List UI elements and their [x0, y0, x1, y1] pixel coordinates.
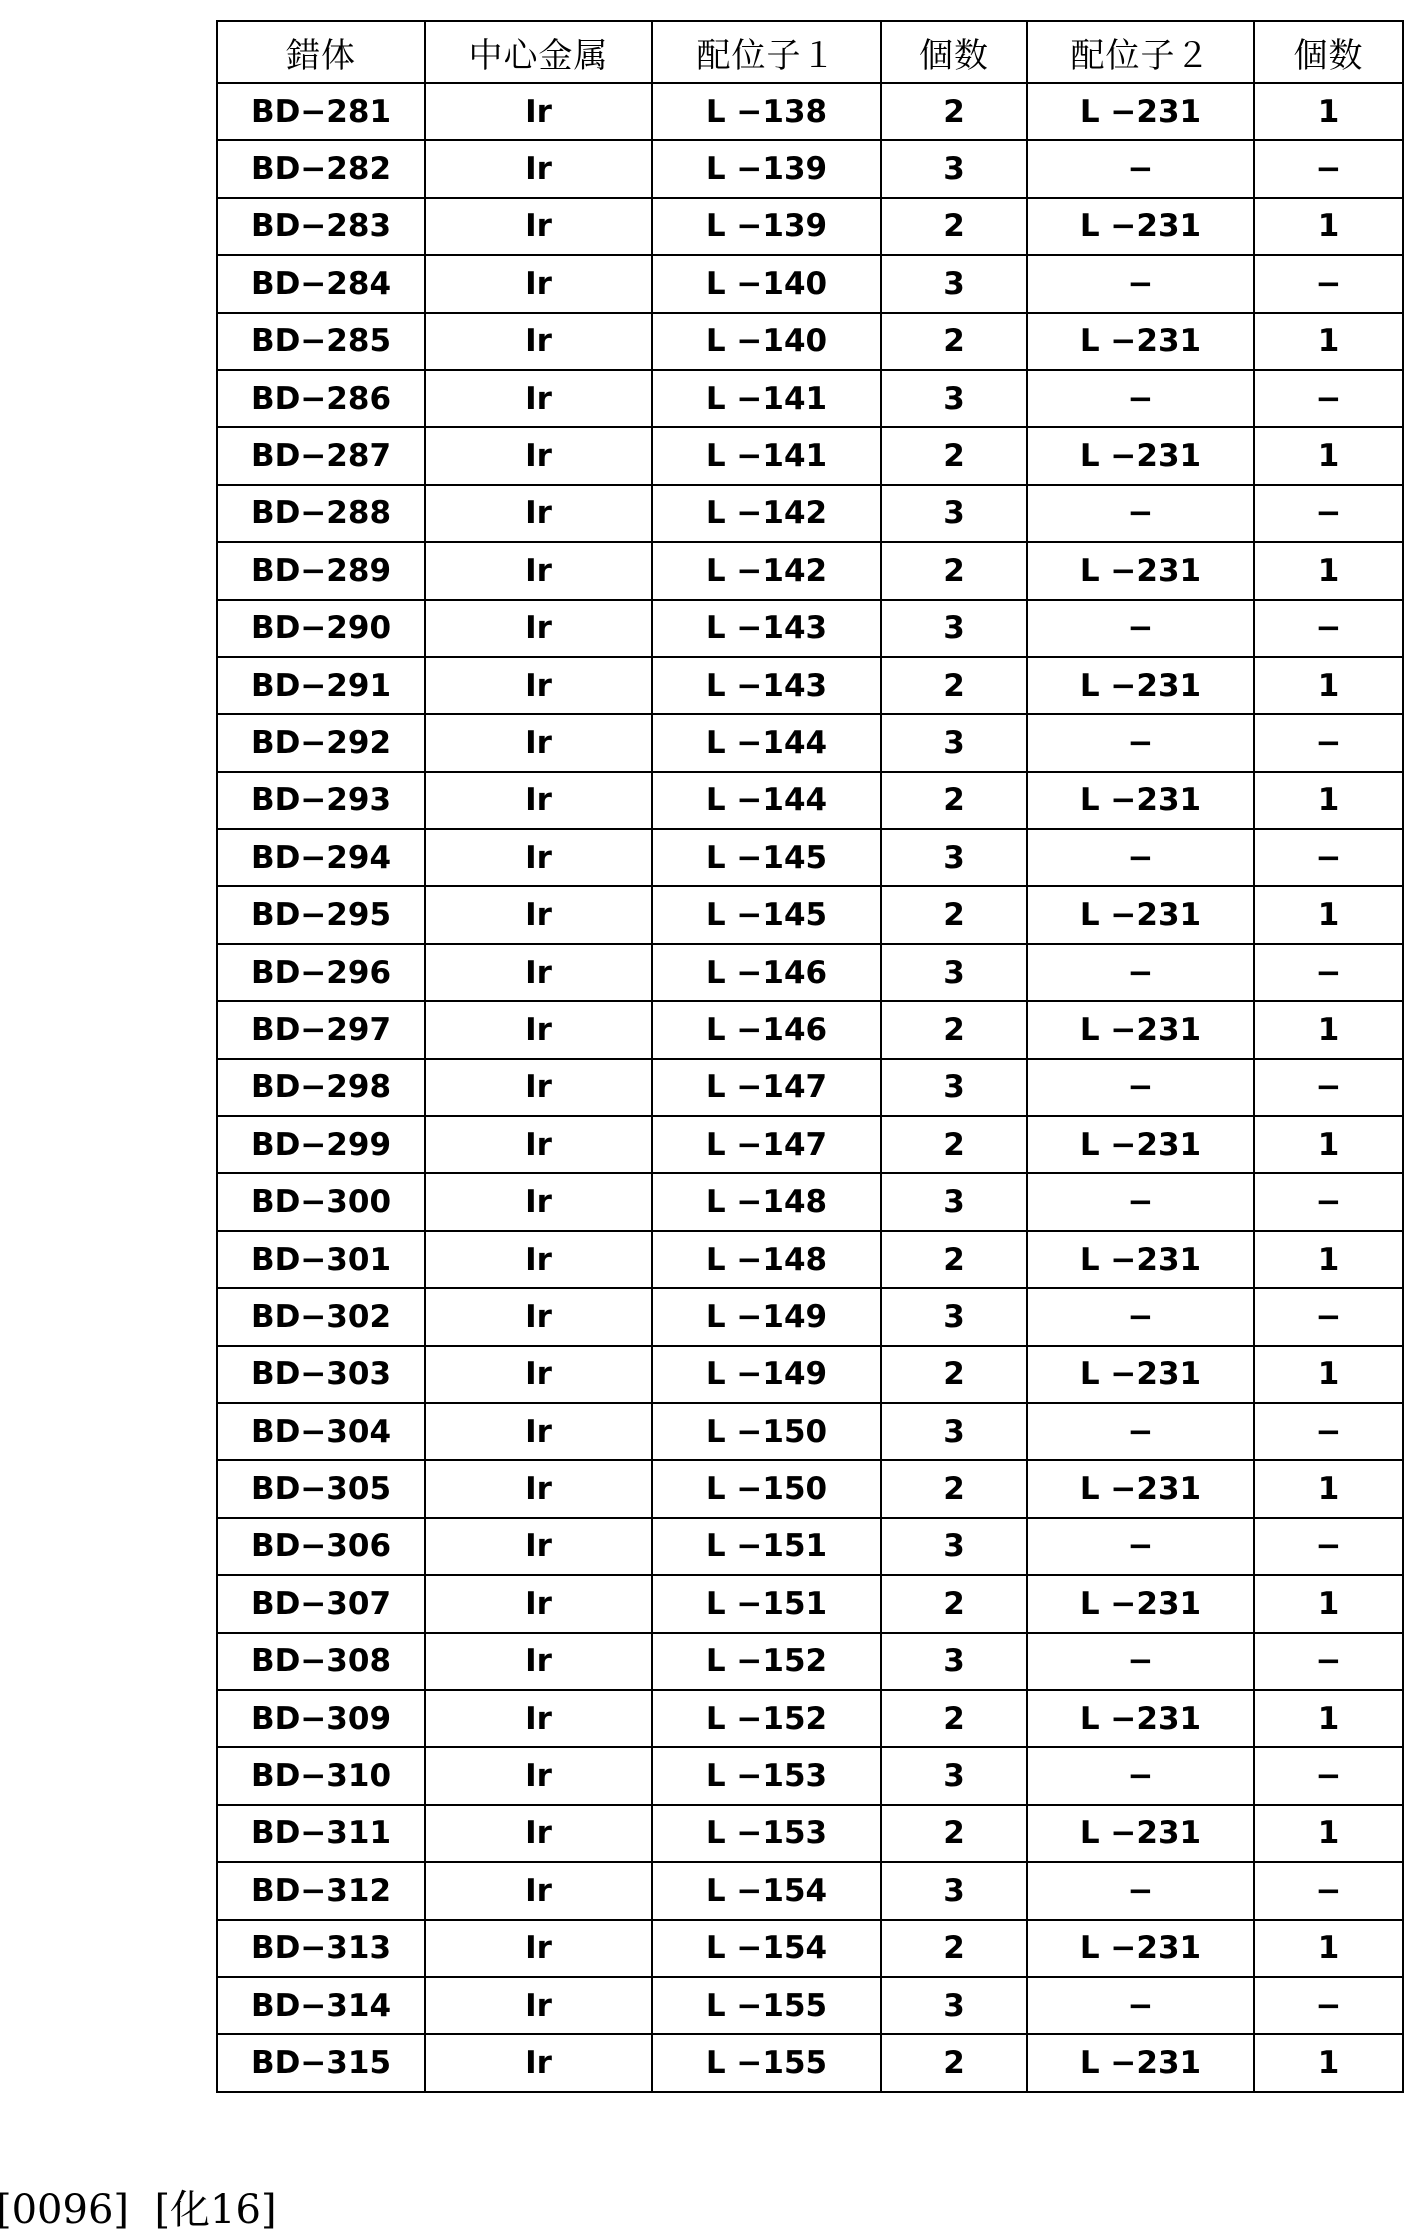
cell-count-1: 2: [881, 1805, 1027, 1862]
cell-ligand-1: L −148: [652, 1173, 881, 1230]
cell-complex-id: BD−315: [217, 2034, 425, 2091]
cell-complex-id: BD−311: [217, 1805, 425, 1862]
cell-complex-id: BD−306: [217, 1518, 425, 1575]
cell-complex-id: BD−309: [217, 1690, 425, 1747]
table-row: [217, 600, 1403, 657]
cell-ligand-2: −: [1027, 944, 1254, 1001]
table-row: [217, 1805, 1403, 1862]
cell-central-metal: Ir: [425, 600, 652, 657]
complex-table: [216, 20, 1404, 2093]
cell-ligand-1: L −154: [652, 1862, 881, 1919]
cell-complex-id: BD−288: [217, 485, 425, 542]
header-count-2: 個数: [1254, 21, 1403, 83]
cell-count-2: 1: [1254, 427, 1403, 484]
header-ligand-2: 配位子２: [1027, 21, 1254, 83]
cell-central-metal: Ir: [425, 1920, 652, 1977]
cell-ligand-1: L −144: [652, 714, 881, 771]
formula-label: [化16]: [154, 2187, 276, 2233]
cell-central-metal: Ir: [425, 944, 652, 1001]
table-row: [217, 1116, 1403, 1173]
cell-count-2: −: [1254, 600, 1403, 657]
table-row: [217, 657, 1403, 714]
cell-complex-id: BD−295: [217, 886, 425, 943]
table-row: [217, 944, 1403, 1001]
cell-ligand-1: L −143: [652, 657, 881, 714]
cell-ligand-1: L −145: [652, 886, 881, 943]
cell-count-1: 2: [881, 198, 1027, 255]
table-row: [217, 1460, 1403, 1517]
cell-count-2: −: [1254, 1288, 1403, 1345]
table-row: [217, 829, 1403, 886]
cell-ligand-1: L −140: [652, 255, 881, 312]
cell-ligand-1: L −152: [652, 1633, 881, 1690]
cell-complex-id: BD−298: [217, 1059, 425, 1116]
cell-central-metal: Ir: [425, 1805, 652, 1862]
cell-central-metal: Ir: [425, 2034, 652, 2091]
cell-complex-id: BD−291: [217, 657, 425, 714]
cell-complex-id: BD−286: [217, 370, 425, 427]
table-row: [217, 255, 1403, 312]
cell-ligand-2: L −231: [1027, 1805, 1254, 1862]
cell-count-1: 3: [881, 140, 1027, 197]
cell-ligand-1: L −154: [652, 1920, 881, 1977]
cell-central-metal: Ir: [425, 1460, 652, 1517]
header-ligand-1: 配位子１: [652, 21, 881, 83]
cell-ligand-1: L −141: [652, 427, 881, 484]
cell-ligand-2: −: [1027, 1403, 1254, 1460]
cell-complex-id: BD−299: [217, 1116, 425, 1173]
cell-ligand-1: L −139: [652, 198, 881, 255]
cell-ligand-2: −: [1027, 1633, 1254, 1690]
cell-central-metal: Ir: [425, 714, 652, 771]
cell-ligand-1: L −145: [652, 829, 881, 886]
cell-count-1: 3: [881, 1633, 1027, 1690]
cell-complex-id: BD−290: [217, 600, 425, 657]
cell-count-2: −: [1254, 1862, 1403, 1919]
table-row: [217, 1059, 1403, 1116]
table-row: [217, 427, 1403, 484]
cell-ligand-1: L −146: [652, 1001, 881, 1058]
cell-ligand-1: L −142: [652, 485, 881, 542]
cell-ligand-1: L −139: [652, 140, 881, 197]
cell-count-1: 3: [881, 370, 1027, 427]
cell-count-1: 3: [881, 1288, 1027, 1345]
cell-ligand-1: L −142: [652, 542, 881, 599]
cell-count-2: 1: [1254, 1001, 1403, 1058]
cell-ligand-2: −: [1027, 1059, 1254, 1116]
cell-central-metal: Ir: [425, 1690, 652, 1747]
cell-ligand-1: L −151: [652, 1575, 881, 1632]
cell-ligand-1: L −149: [652, 1288, 881, 1345]
cell-ligand-2: L −231: [1027, 313, 1254, 370]
cell-count-2: −: [1254, 1173, 1403, 1230]
cell-count-2: −: [1254, 255, 1403, 312]
cell-count-1: 2: [881, 542, 1027, 599]
cell-central-metal: Ir: [425, 198, 652, 255]
table-row: [217, 2034, 1403, 2091]
table-row: [217, 140, 1403, 197]
cell-central-metal: Ir: [425, 1346, 652, 1403]
cell-count-2: 1: [1254, 1805, 1403, 1862]
cell-ligand-1: L −143: [652, 600, 881, 657]
cell-count-1: 2: [881, 427, 1027, 484]
cell-ligand-2: L −231: [1027, 1690, 1254, 1747]
cell-ligand-2: −: [1027, 1747, 1254, 1804]
cell-count-1: 2: [881, 1116, 1027, 1173]
cell-count-1: 2: [881, 1460, 1027, 1517]
cell-count-1: 2: [881, 313, 1027, 370]
cell-ligand-2: L −231: [1027, 2034, 1254, 2091]
cell-ligand-1: L −155: [652, 2034, 881, 2091]
cell-complex-id: BD−293: [217, 772, 425, 829]
cell-ligand-1: L −150: [652, 1403, 881, 1460]
cell-central-metal: Ir: [425, 1747, 652, 1804]
cell-central-metal: Ir: [425, 772, 652, 829]
cell-ligand-2: −: [1027, 485, 1254, 542]
cell-count-1: 2: [881, 1001, 1027, 1058]
cell-count-1: 3: [881, 1173, 1027, 1230]
cell-central-metal: Ir: [425, 829, 652, 886]
cell-central-metal: Ir: [425, 1116, 652, 1173]
cell-count-2: −: [1254, 1403, 1403, 1460]
cell-complex-id: BD−303: [217, 1346, 425, 1403]
cell-complex-id: BD−313: [217, 1920, 425, 1977]
cell-count-2: −: [1254, 1059, 1403, 1116]
cell-count-2: −: [1254, 714, 1403, 771]
header-row: [217, 21, 1403, 83]
table-row: [217, 1346, 1403, 1403]
cell-ligand-2: L −231: [1027, 772, 1254, 829]
cell-count-1: 3: [881, 1518, 1027, 1575]
cell-complex-id: BD−302: [217, 1288, 425, 1345]
table-row: [217, 1690, 1403, 1747]
cell-ligand-1: L −153: [652, 1747, 881, 1804]
cell-ligand-2: L −231: [1027, 1001, 1254, 1058]
cell-count-2: 1: [1254, 1231, 1403, 1288]
cell-count-2: −: [1254, 485, 1403, 542]
cell-ligand-2: L −231: [1027, 1575, 1254, 1632]
cell-count-2: −: [1254, 1977, 1403, 2034]
table-row: [217, 542, 1403, 599]
cell-count-2: −: [1254, 1747, 1403, 1804]
cell-count-1: 3: [881, 485, 1027, 542]
cell-ligand-1: L −149: [652, 1346, 881, 1403]
cell-central-metal: Ir: [425, 657, 652, 714]
cell-central-metal: Ir: [425, 1231, 652, 1288]
cell-central-metal: Ir: [425, 1977, 652, 2034]
cell-ligand-2: L −231: [1027, 198, 1254, 255]
cell-count-2: 1: [1254, 542, 1403, 599]
table-row: [217, 772, 1403, 829]
cell-count-2: 1: [1254, 2034, 1403, 2091]
cell-count-1: 2: [881, 886, 1027, 943]
cell-complex-id: BD−296: [217, 944, 425, 1001]
cell-complex-id: BD−307: [217, 1575, 425, 1632]
cell-count-1: 3: [881, 1862, 1027, 1919]
cell-central-metal: Ir: [425, 1862, 652, 1919]
cell-ligand-2: L −231: [1027, 427, 1254, 484]
table-row: [217, 83, 1403, 140]
cell-complex-id: BD−314: [217, 1977, 425, 2034]
cell-ligand-1: L −153: [652, 1805, 881, 1862]
cell-central-metal: Ir: [425, 1173, 652, 1230]
table-row: [217, 370, 1403, 427]
cell-central-metal: Ir: [425, 370, 652, 427]
cell-ligand-2: L −231: [1027, 1460, 1254, 1517]
cell-count-1: 3: [881, 1747, 1027, 1804]
table-body: [217, 83, 1403, 2092]
cell-ligand-2: L −231: [1027, 1116, 1254, 1173]
cell-ligand-2: L −231: [1027, 886, 1254, 943]
table-row: [217, 198, 1403, 255]
cell-complex-id: BD−308: [217, 1633, 425, 1690]
cell-ligand-2: −: [1027, 255, 1254, 312]
cell-ligand-2: L −231: [1027, 542, 1254, 599]
cell-ligand-1: L −146: [652, 944, 881, 1001]
cell-central-metal: Ir: [425, 542, 652, 599]
cell-central-metal: Ir: [425, 1575, 652, 1632]
cell-complex-id: BD−284: [217, 255, 425, 312]
cell-count-1: 2: [881, 1346, 1027, 1403]
cell-count-2: 1: [1254, 313, 1403, 370]
table-row: [217, 1747, 1403, 1804]
table-row: [217, 1633, 1403, 1690]
cell-central-metal: Ir: [425, 1288, 652, 1345]
cell-count-2: −: [1254, 944, 1403, 1001]
cell-central-metal: Ir: [425, 1059, 652, 1116]
cell-ligand-2: −: [1027, 1977, 1254, 2034]
cell-count-1: 2: [881, 1920, 1027, 1977]
header-central-metal: 中心金属: [425, 21, 652, 83]
cell-count-2: −: [1254, 370, 1403, 427]
table-row: [217, 714, 1403, 771]
cell-count-1: 3: [881, 714, 1027, 771]
cell-count-2: 1: [1254, 1116, 1403, 1173]
cell-central-metal: Ir: [425, 886, 652, 943]
cell-count-1: 2: [881, 772, 1027, 829]
cell-ligand-1: L −155: [652, 1977, 881, 2034]
cell-count-2: 1: [1254, 1690, 1403, 1747]
cell-central-metal: Ir: [425, 427, 652, 484]
cell-ligand-2: L −231: [1027, 83, 1254, 140]
cell-complex-id: BD−287: [217, 427, 425, 484]
table-row: [217, 1862, 1403, 1919]
cell-count-1: 2: [881, 83, 1027, 140]
cell-complex-id: BD−292: [217, 714, 425, 771]
table-row: [217, 1288, 1403, 1345]
cell-count-1: 2: [881, 1690, 1027, 1747]
cell-ligand-2: −: [1027, 714, 1254, 771]
cell-count-2: 1: [1254, 1346, 1403, 1403]
cell-ligand-1: L −151: [652, 1518, 881, 1575]
footer-line: [0, 2178, 277, 2235]
cell-ligand-2: L −231: [1027, 657, 1254, 714]
cell-count-1: 3: [881, 1977, 1027, 2034]
cell-complex-id: BD−282: [217, 140, 425, 197]
cell-complex-id: BD−300: [217, 1173, 425, 1230]
cell-complex-id: BD−312: [217, 1862, 425, 1919]
cell-ligand-2: L −231: [1027, 1346, 1254, 1403]
cell-ligand-2: L −231: [1027, 1920, 1254, 1977]
table-row: [217, 313, 1403, 370]
cell-ligand-2: −: [1027, 370, 1254, 427]
table-row: [217, 1231, 1403, 1288]
paragraph-number: [0096]: [0, 2187, 129, 2233]
table-row: [217, 1001, 1403, 1058]
cell-ligand-1: L −138: [652, 83, 881, 140]
cell-count-2: 1: [1254, 198, 1403, 255]
cell-ligand-2: −: [1027, 1173, 1254, 1230]
cell-complex-id: BD−310: [217, 1747, 425, 1804]
cell-central-metal: Ir: [425, 1403, 652, 1460]
cell-count-2: 1: [1254, 657, 1403, 714]
cell-complex-id: BD−297: [217, 1001, 425, 1058]
cell-count-2: 1: [1254, 83, 1403, 140]
cell-complex-id: BD−285: [217, 313, 425, 370]
header-count-1: 個数: [881, 21, 1027, 83]
cell-complex-id: BD−304: [217, 1403, 425, 1460]
cell-complex-id: BD−281: [217, 83, 425, 140]
table-row: [217, 1403, 1403, 1460]
cell-ligand-1: L −148: [652, 1231, 881, 1288]
cell-central-metal: Ir: [425, 140, 652, 197]
table-row: [217, 1575, 1403, 1632]
table-row: [217, 1173, 1403, 1230]
cell-count-2: 1: [1254, 886, 1403, 943]
cell-complex-id: BD−301: [217, 1231, 425, 1288]
cell-ligand-2: −: [1027, 140, 1254, 197]
table-row: [217, 1920, 1403, 1977]
cell-ligand-1: L −150: [652, 1460, 881, 1517]
cell-ligand-2: −: [1027, 600, 1254, 657]
cell-complex-id: BD−305: [217, 1460, 425, 1517]
cell-count-1: 3: [881, 829, 1027, 886]
cell-complex-id: BD−294: [217, 829, 425, 886]
cell-count-1: 3: [881, 1403, 1027, 1460]
cell-count-1: 2: [881, 1575, 1027, 1632]
cell-count-1: 3: [881, 255, 1027, 312]
cell-count-2: −: [1254, 1633, 1403, 1690]
cell-count-2: 1: [1254, 772, 1403, 829]
cell-ligand-1: L −141: [652, 370, 881, 427]
cell-ligand-1: L −152: [652, 1690, 881, 1747]
cell-count-2: −: [1254, 1518, 1403, 1575]
cell-central-metal: Ir: [425, 255, 652, 312]
cell-ligand-1: L −147: [652, 1116, 881, 1173]
cell-complex-id: BD−283: [217, 198, 425, 255]
header-complex: 錯体: [217, 21, 425, 83]
cell-central-metal: Ir: [425, 313, 652, 370]
cell-ligand-1: L −144: [652, 772, 881, 829]
table-row: [217, 1518, 1403, 1575]
cell-ligand-2: −: [1027, 829, 1254, 886]
cell-count-2: 1: [1254, 1920, 1403, 1977]
table-row: [217, 485, 1403, 542]
cell-central-metal: Ir: [425, 1518, 652, 1575]
cell-central-metal: Ir: [425, 1001, 652, 1058]
cell-ligand-2: −: [1027, 1862, 1254, 1919]
cell-count-2: −: [1254, 140, 1403, 197]
cell-ligand-1: L −140: [652, 313, 881, 370]
cell-central-metal: Ir: [425, 83, 652, 140]
cell-ligand-2: −: [1027, 1518, 1254, 1575]
cell-count-1: 2: [881, 657, 1027, 714]
cell-count-1: 3: [881, 944, 1027, 1001]
cell-count-2: −: [1254, 829, 1403, 886]
table-row: [217, 1977, 1403, 2034]
cell-count-1: 2: [881, 1231, 1027, 1288]
cell-ligand-2: L −231: [1027, 1231, 1254, 1288]
cell-central-metal: Ir: [425, 1633, 652, 1690]
cell-count-1: 3: [881, 1059, 1027, 1116]
cell-complex-id: BD−289: [217, 542, 425, 599]
cell-count-1: 2: [881, 2034, 1027, 2091]
cell-count-2: 1: [1254, 1460, 1403, 1517]
cell-central-metal: Ir: [425, 485, 652, 542]
cell-count-2: 1: [1254, 1575, 1403, 1632]
cell-ligand-2: −: [1027, 1288, 1254, 1345]
cell-count-1: 3: [881, 600, 1027, 657]
table-row: [217, 886, 1403, 943]
cell-ligand-1: L −147: [652, 1059, 881, 1116]
